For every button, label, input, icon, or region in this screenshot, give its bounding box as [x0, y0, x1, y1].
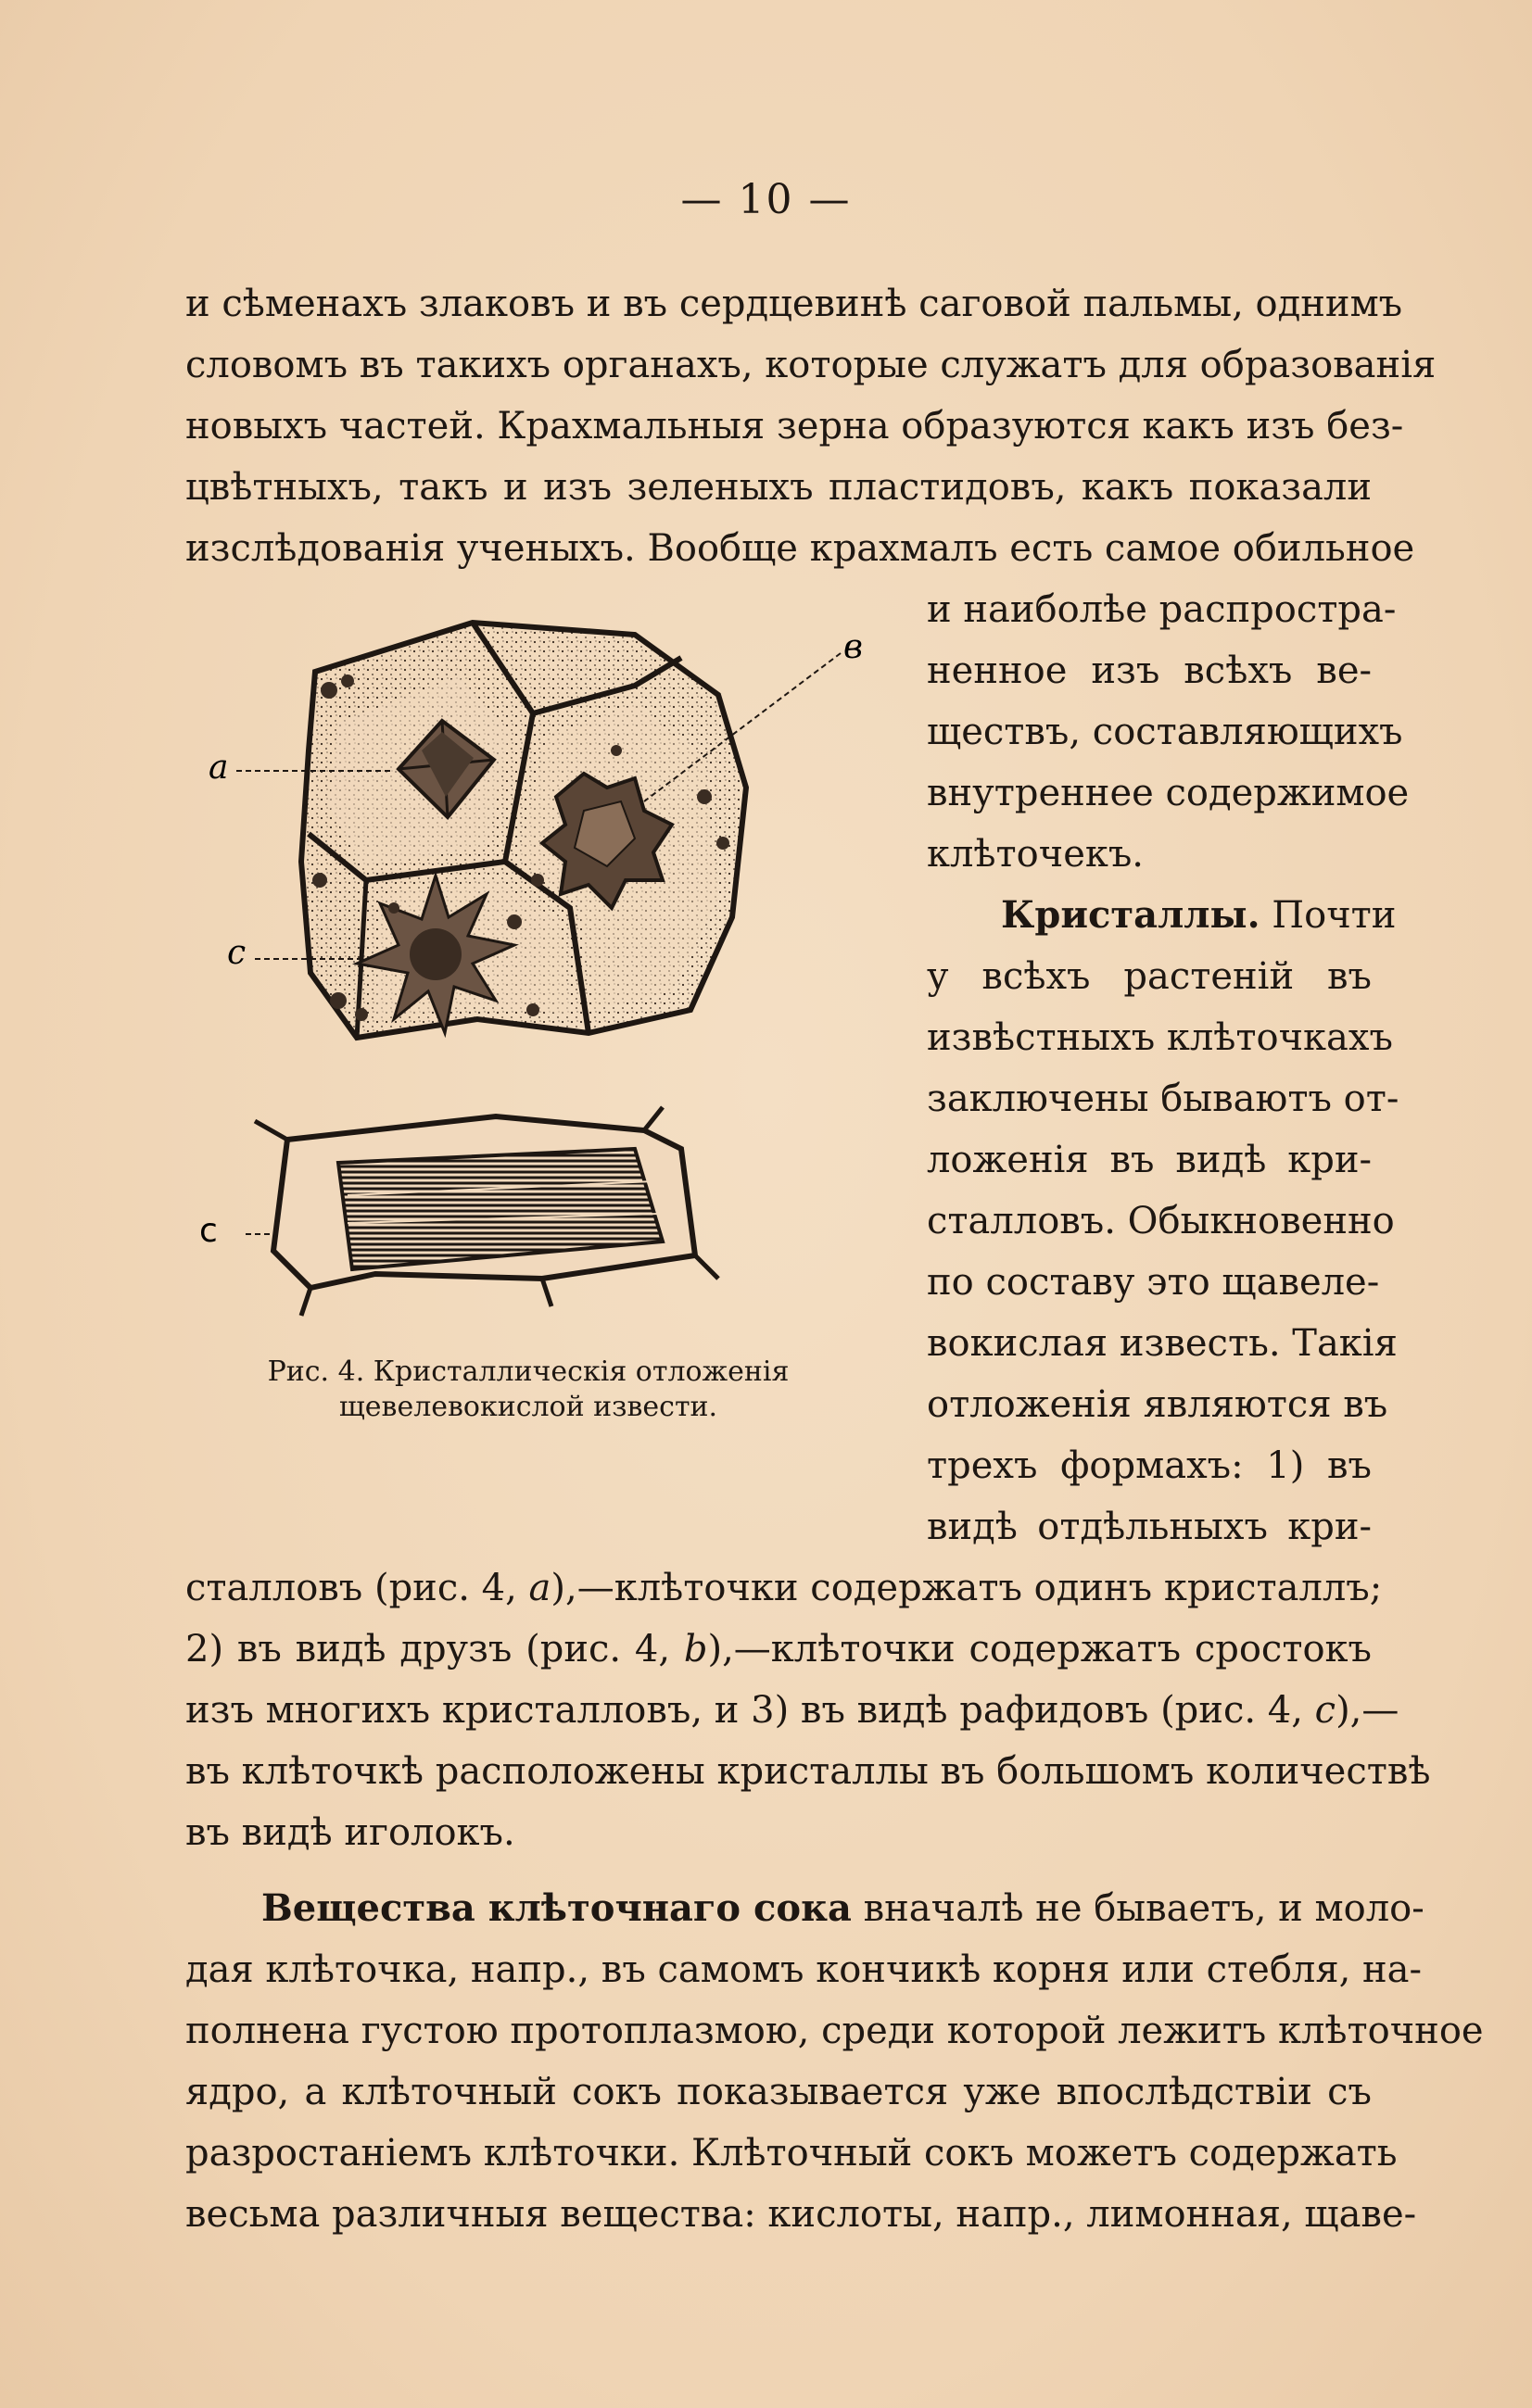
text-line: 2) въ видѣ друзъ (рис. 4, b),—клѣточки содержатъ сростокъ	[185, 1628, 1372, 1670]
text-line: полнена густою протоплазмою, среди которой лежитъ клѣточное	[185, 2010, 1484, 2052]
text-line: и сѣменахъ злаковъ и въ сердцевинѣ саговой пальмы, однимъ	[185, 283, 1403, 325]
text-line: разростаніемъ клѣточки. Клѣточный сокъ можетъ содержать	[185, 2132, 1398, 2175]
text-line: сталловъ (рис. 4, a),—клѣточки содержатъ одинъ кристаллъ;	[185, 1567, 1383, 1609]
text-line: видѣ отдѣльныхъ кри-	[927, 1506, 1372, 1548]
text-line: ложенія въ видѣ кри-	[927, 1139, 1372, 1181]
text-line: трехъ формахъ: 1) въ	[927, 1444, 1372, 1487]
crystals-heading: Кристаллы.	[1001, 893, 1260, 937]
text-line: сталловъ. Обыкновенно	[927, 1200, 1395, 1242]
text-line: цвѣтныхъ, такъ и изъ зеленыхъ пластидовъ, какъ показали	[185, 466, 1372, 509]
text-line: вокислая известь. Такія	[927, 1322, 1398, 1365]
text-line: и наиболѣе распростра-	[927, 588, 1397, 631]
text-line: дая клѣточка, напр., въ самомъ кончикѣ корня или стебля, на-	[185, 1948, 1423, 1991]
text-line: у всѣхъ растеній въ	[927, 955, 1372, 998]
figure-caption	[213, 1355, 843, 1425]
text-line: изслѣдованія ученыхъ. Вообще крахмалъ есть самое обильное	[185, 527, 1415, 570]
text-line: клѣточекъ.	[927, 833, 1145, 876]
label-c-bottom: c	[199, 1212, 218, 1250]
label-c-top: c	[227, 934, 247, 972]
text-line: отложенія являются въ	[927, 1383, 1388, 1426]
text-line: весьма различныя вещества: кислоты, напр., лимонная, щаве-	[185, 2193, 1417, 2236]
text-line: въ видѣ иголокъ.	[185, 1811, 515, 1854]
text-line: ществъ, составляющихъ	[927, 711, 1403, 753]
text-line: по составу это щавеле-	[927, 1261, 1380, 1304]
raphide-cell	[255, 1107, 718, 1316]
label-a: a	[209, 749, 229, 787]
text-line: заключены бываютъ от-	[927, 1078, 1399, 1120]
text-line: изъ многихъ кристалловъ, и 3) въ видѣ рафидовъ (рис. 4, c),—	[185, 1689, 1399, 1732]
text-line: ядро, а клѣточный сокъ показывается уже впослѣдствіи съ	[185, 2071, 1372, 2113]
sap-heading: Вещества клѣточнаго сока	[261, 1886, 852, 1930]
text-line: внутреннее содержимое	[927, 772, 1410, 814]
page-number: — 10 —	[680, 176, 852, 223]
text-line: словомъ въ такихъ органахъ, которые служатъ для образованія	[185, 344, 1437, 386]
text-line: новыхъ частей. Крахмальныя зерна образуются какъ изъ без-	[185, 405, 1404, 448]
cell-group-top	[301, 623, 746, 1038]
text-line: въ клѣточкѣ расположены кристаллы въ большомъ количествѣ	[185, 1750, 1431, 1793]
crystal-figure	[199, 602, 867, 1334]
caption-line: щевелевокислой извести.	[338, 1391, 718, 1423]
text-line: ненное изъ всѣхъ ве-	[927, 649, 1372, 692]
crystals-first-word: Почти	[1272, 894, 1397, 937]
text-line: извѣстныхъ клѣточкахъ	[927, 1016, 1393, 1059]
caption-line: Рис. 4. Кристаллическія отложенія	[267, 1355, 790, 1388]
label-b: в	[843, 628, 863, 666]
sap-heading-line: Вещества клѣточнаго сока вначалѣ не бываетъ, и моло-	[261, 1886, 1424, 1930]
crystals-heading-line	[927, 888, 1397, 943]
